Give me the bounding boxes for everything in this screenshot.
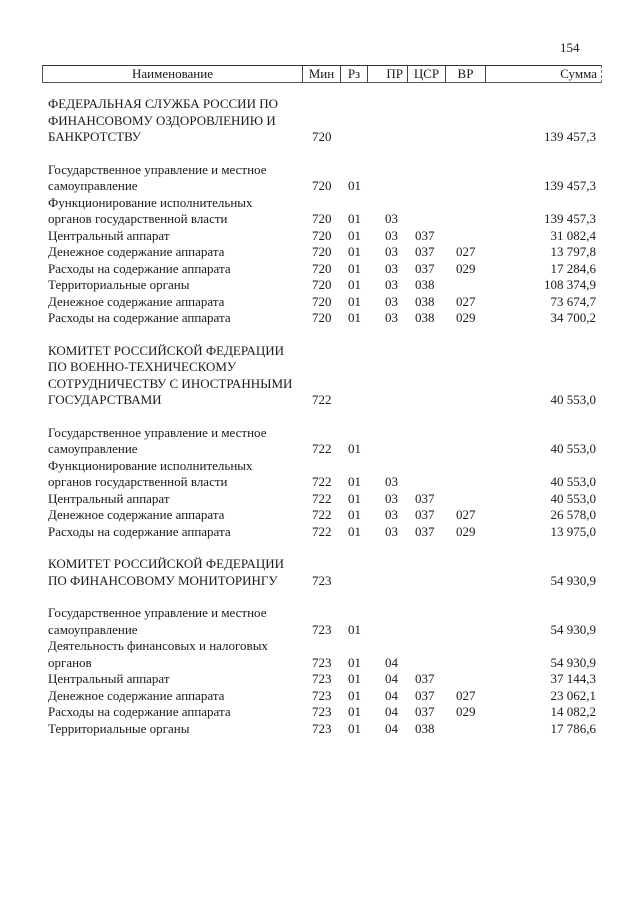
cell-name: Денежное содержание аппарата (48, 244, 225, 259)
table-row (48, 524, 600, 541)
cell-pr: 03 (385, 293, 398, 309)
cell-vr: 027 (456, 244, 476, 259)
cell-rz: 01 (348, 244, 361, 259)
cell-sum: 34 700,2 (550, 310, 596, 325)
cell-name: Функционирование исполнительных органов государственной власти (48, 457, 253, 489)
cell-pr: 03 (385, 211, 398, 226)
cell-sum: 139 457,3 (544, 178, 596, 193)
cell-rz: 01 (348, 654, 361, 670)
cell-sum: 17 284,6 (550, 260, 596, 276)
cell-min: 722 (312, 490, 332, 506)
cell-vr: 029 (456, 523, 476, 539)
cell-sum: 14 082,2 (550, 704, 596, 719)
cell-min: 720 (312, 277, 332, 292)
cell-rz: 01 (348, 293, 361, 309)
cell-sum: 13 797,8 (550, 244, 596, 259)
cell-rz: 01 (348, 704, 361, 719)
table-row (48, 343, 600, 409)
cell-pr: 03 (385, 244, 398, 259)
cell-name: Денежное содержание аппарата (48, 507, 225, 522)
cell-pr: 04 (385, 704, 398, 719)
cell-name: Центральный аппарат (48, 227, 170, 243)
cell-min: 720 (312, 293, 332, 309)
cell-name: КОМИТЕТ РОССИЙСКОЙ ФЕДЕРАЦИИ ПО ВОЕННО-ТЕХНИЧЕСКОМУ СОТРУДНИЧЕСТВУ С ИНОСТРАННЫМИ ГОСУДАРСТВАМИ (48, 342, 293, 407)
cell-vr: 027 (456, 687, 476, 703)
cell-vr: 027 (456, 507, 476, 522)
cell-pr: 04 (385, 654, 398, 670)
cell-min: 723 (312, 720, 332, 736)
table-row (48, 671, 600, 688)
cell-sum: 73 674,7 (550, 293, 596, 309)
cell-min: 720 (312, 211, 332, 226)
cell-sum: 17 786,6 (550, 720, 596, 736)
cell-sum: 54 930,9 (550, 621, 596, 637)
table-row (48, 310, 600, 327)
cell-name: Центральный аппарат (48, 671, 170, 686)
column-header-name: Наименование (43, 66, 303, 82)
cell-rz: 01 (348, 260, 361, 276)
column-header-min: Мин (303, 66, 341, 82)
cell-rz: 01 (348, 720, 361, 736)
cell-sum: 40 553,0 (550, 490, 596, 506)
table-row (48, 688, 600, 705)
cell-pr: 03 (385, 523, 398, 539)
cell-name: Государственное управление и местное самоуправление (48, 424, 267, 456)
cell-min: 723 (312, 654, 332, 670)
table-row (48, 556, 600, 589)
cell-sum: 108 374,9 (544, 277, 596, 292)
table-row (48, 162, 600, 195)
table-row (48, 721, 600, 738)
cell-min: 720 (312, 244, 332, 259)
cell-rz: 01 (348, 671, 361, 686)
column-header-rz: Рз (341, 66, 368, 82)
table-header (42, 65, 602, 83)
cell-name: КОМИТЕТ РОССИЙСКОЙ ФЕДЕРАЦИИ ПО ФИНАНСОВОМУ МОНИТОРИНГУ (48, 556, 284, 588)
budget-table-body (48, 96, 600, 737)
cell-sum: 139 457,3 (544, 129, 596, 144)
cell-csr: 037 (415, 490, 435, 506)
cell-name: Денежное содержание аппарата (48, 293, 225, 309)
cell-csr: 038 (415, 293, 435, 309)
cell-rz: 01 (348, 474, 361, 489)
cell-csr: 037 (415, 704, 435, 719)
table-row (48, 244, 600, 261)
cell-min: 720 (312, 129, 332, 144)
column-header-sum: Сумма (560, 66, 597, 81)
cell-min: 722 (312, 441, 332, 456)
cell-min: 723 (312, 687, 332, 703)
table-row (48, 195, 600, 228)
table-row (48, 638, 600, 671)
cell-pr: 03 (385, 310, 398, 325)
cell-rz: 01 (348, 490, 361, 506)
cell-vr: 029 (456, 310, 476, 325)
table-row (48, 458, 600, 491)
cell-min: 720 (312, 260, 332, 276)
table-row (48, 507, 600, 524)
cell-min: 722 (312, 392, 332, 407)
cell-pr: 03 (385, 277, 398, 292)
cell-min: 722 (312, 523, 332, 539)
cell-min: 720 (312, 310, 332, 325)
cell-pr: 03 (385, 260, 398, 276)
cell-sum: 23 062,1 (550, 687, 596, 703)
cell-vr: 027 (456, 293, 476, 309)
cell-csr: 038 (415, 720, 435, 736)
column-header-pr: ПР (368, 66, 408, 82)
table-row (48, 96, 600, 146)
cell-rz: 01 (348, 621, 361, 637)
cell-vr: 029 (456, 260, 476, 276)
table-row (48, 261, 600, 278)
cell-vr: 029 (456, 704, 476, 719)
cell-rz: 01 (348, 211, 361, 226)
cell-rz: 01 (348, 441, 361, 456)
cell-name: Расходы на содержание аппарата (48, 523, 231, 539)
cell-csr: 037 (415, 523, 435, 539)
cell-sum: 37 144,3 (550, 671, 596, 686)
cell-name: Государственное управление и местное самоуправление (48, 605, 267, 637)
cell-sum: 13 975,0 (550, 523, 596, 539)
page-number: 154 (560, 40, 580, 55)
cell-csr: 037 (415, 260, 435, 276)
column-header-vr: ВР (446, 66, 486, 82)
cell-csr: 037 (415, 244, 435, 259)
cell-name: Функционирование исполнительных органов государственной власти (48, 194, 253, 226)
table-row (48, 277, 600, 294)
cell-name: Расходы на содержание аппарата (48, 310, 231, 325)
cell-pr: 04 (385, 687, 398, 703)
cell-rz: 01 (348, 310, 361, 325)
cell-pr: 03 (385, 507, 398, 522)
cell-name: Территориальные органы (48, 277, 190, 292)
table-row (48, 491, 600, 508)
cell-name: Деятельность финансовых и налоговых органов (48, 638, 268, 670)
cell-rz: 01 (348, 687, 361, 703)
table-row (48, 605, 600, 638)
cell-name: ФЕДЕРАЛЬНАЯ СЛУЖБА РОССИИ ПО ФИНАНСОВОМУ ОЗДОРОВЛЕНИЮ И БАНКРОТСТВУ (48, 96, 278, 144)
cell-min: 720 (312, 227, 332, 243)
cell-min: 720 (312, 178, 332, 193)
cell-csr: 037 (415, 687, 435, 703)
cell-csr: 037 (415, 227, 435, 243)
cell-sum: 54 930,9 (550, 654, 596, 670)
cell-sum: 26 578,0 (550, 507, 596, 522)
cell-rz: 01 (348, 523, 361, 539)
cell-csr: 037 (415, 507, 435, 522)
cell-min: 722 (312, 507, 332, 522)
cell-pr: 04 (385, 720, 398, 736)
cell-sum: 40 553,0 (550, 392, 596, 407)
cell-name: Территориальные органы (48, 720, 190, 736)
cell-sum: 139 457,3 (544, 211, 596, 226)
cell-sum: 31 082,4 (550, 227, 596, 243)
cell-name: Государственное управление и местное самоуправление (48, 161, 267, 193)
table-row (48, 294, 600, 311)
cell-rz: 01 (348, 227, 361, 243)
cell-name: Расходы на содержание аппарата (48, 260, 231, 276)
table-row (48, 425, 600, 458)
cell-csr: 037 (415, 671, 435, 686)
table-row (48, 704, 600, 721)
cell-min: 723 (312, 621, 332, 637)
column-header-csr: ЦСР (408, 66, 446, 82)
cell-min: 723 (312, 671, 332, 686)
cell-pr: 03 (385, 474, 398, 489)
cell-pr: 03 (385, 227, 398, 243)
cell-name: Денежное содержание аппарата (48, 687, 225, 703)
cell-rz: 01 (348, 507, 361, 522)
cell-min: 723 (312, 704, 332, 719)
cell-csr: 038 (415, 277, 435, 292)
cell-name: Расходы на содержание аппарата (48, 704, 231, 719)
cell-pr: 04 (385, 671, 398, 686)
cell-min: 722 (312, 474, 332, 489)
cell-name: Центральный аппарат (48, 490, 170, 506)
cell-rz: 01 (348, 277, 361, 292)
cell-pr: 03 (385, 490, 398, 506)
cell-sum: 40 553,0 (550, 441, 596, 456)
cell-min: 723 (312, 572, 332, 588)
cell-rz: 01 (348, 178, 361, 193)
table-row (48, 228, 600, 245)
cell-sum: 40 553,0 (550, 474, 596, 489)
cell-csr: 038 (415, 310, 435, 325)
cell-sum: 54 930,9 (550, 572, 596, 588)
